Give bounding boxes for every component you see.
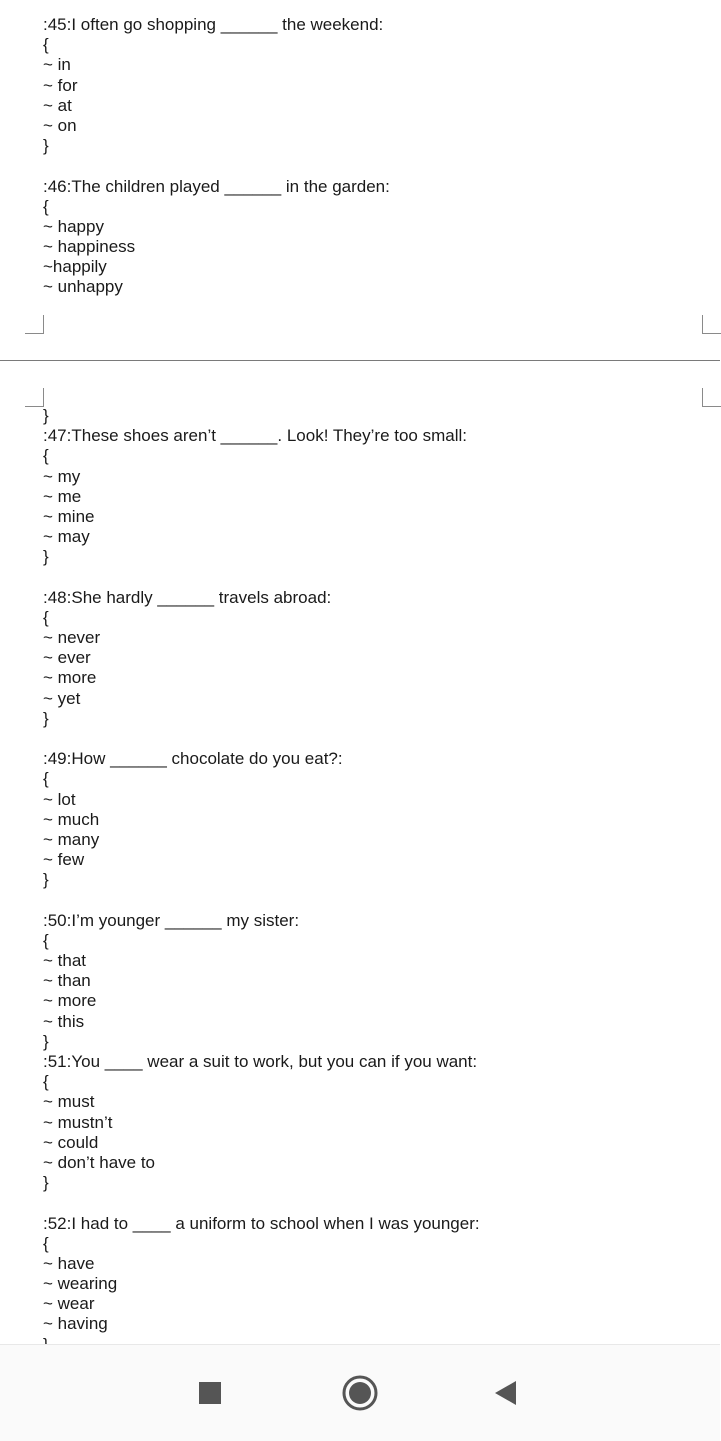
text-line: } [43,1173,49,1193]
text-line: :48:She hardly ______ travels abroad: [43,587,332,607]
system-navigation-bar [0,1344,720,1441]
recent-apps-button[interactable] [186,1369,234,1417]
text-line: ~ me [43,486,82,506]
text-line: } [43,136,49,156]
text-line: ~ may [43,527,90,547]
blank-line [43,1193,480,1213]
text-line: ~ having [43,1314,108,1334]
blank-line [43,156,390,176]
text-line: ~ mustn’t [43,1112,113,1132]
square-icon [186,1369,234,1417]
text-line: ~ mine [43,506,95,526]
text-line: ~ few [43,850,85,870]
home-button[interactable] [336,1369,384,1417]
page-corner-mark [702,388,721,407]
text-line: ~ don’t have to [43,1152,156,1172]
text-line: ~ more [43,991,97,1011]
text-line: { [43,769,49,789]
text-line: ~ happy [43,216,104,236]
text-line: :49:How ______ chocolate do you eat?: [43,749,343,769]
blank-line [43,568,480,588]
circle-icon [336,1369,384,1417]
text-line: ~ never [43,628,101,648]
blank-line [43,891,480,911]
text-line: { [43,930,49,950]
text-line: ~ in [43,55,71,75]
text-line: } [43,1031,49,1051]
text-line: ~ could [43,1132,99,1152]
text-line: ~ for [43,75,78,95]
text-line: { [43,1233,49,1253]
blank-line [43,729,480,749]
text-line: :46:The children played ______ in the garden: [43,176,390,196]
text-line: ~ much [43,809,100,829]
page-corner-mark [25,315,44,334]
page-separator [0,360,720,361]
text-line: { [43,607,49,627]
text-line: :47:These shoes aren’t ______. Look! They’re too small: [43,426,467,446]
page-corner-mark [702,315,721,334]
text-line: :45:I often go shopping ______ the weekend: [43,15,384,34]
text-line: ~ more [43,668,97,688]
text-line: ~ lot [43,789,76,809]
text-line: ~ unhappy [43,277,123,297]
text-line: ~ this [43,1011,85,1031]
text-line: :51:You ____ wear a suit to work, but you can if you want: [43,1052,478,1071]
text-line: { [43,35,49,55]
page-1-text [43,15,390,298]
text-line: :52:I had to ____ a uniform to school when I was younger: [43,1213,480,1233]
text-line: { [43,1072,49,1092]
page-2-text [43,406,480,1355]
text-line: ~ on [43,115,77,135]
text-line: ~ my [43,466,81,486]
text-line: } [43,547,49,567]
text-line: } [43,708,49,728]
text-line: { [43,446,49,466]
text-line: ~ wearing [43,1274,118,1294]
text-line: { [43,196,49,216]
back-button[interactable] [482,1369,530,1417]
page-corner-mark [25,388,44,407]
text-line: ~ that [43,951,87,971]
text-line: ~ ever [43,648,91,668]
text-line: ~ must [43,1092,95,1112]
triangle-left-icon [482,1369,530,1417]
text-line: } [43,406,49,425]
text-line: ~ wear [43,1294,95,1314]
text-line: ~happily [43,257,107,277]
text-line: } [43,870,49,890]
text-line: ~ at [43,95,72,115]
text-line: ~ happiness [43,237,136,257]
text-line: ~ than [43,971,91,991]
text-line: ~ yet [43,688,81,708]
text-line: ~ have [43,1253,95,1273]
text-line: :50:I’m younger ______ my sister: [43,910,300,930]
text-line: ~ many [43,829,100,849]
